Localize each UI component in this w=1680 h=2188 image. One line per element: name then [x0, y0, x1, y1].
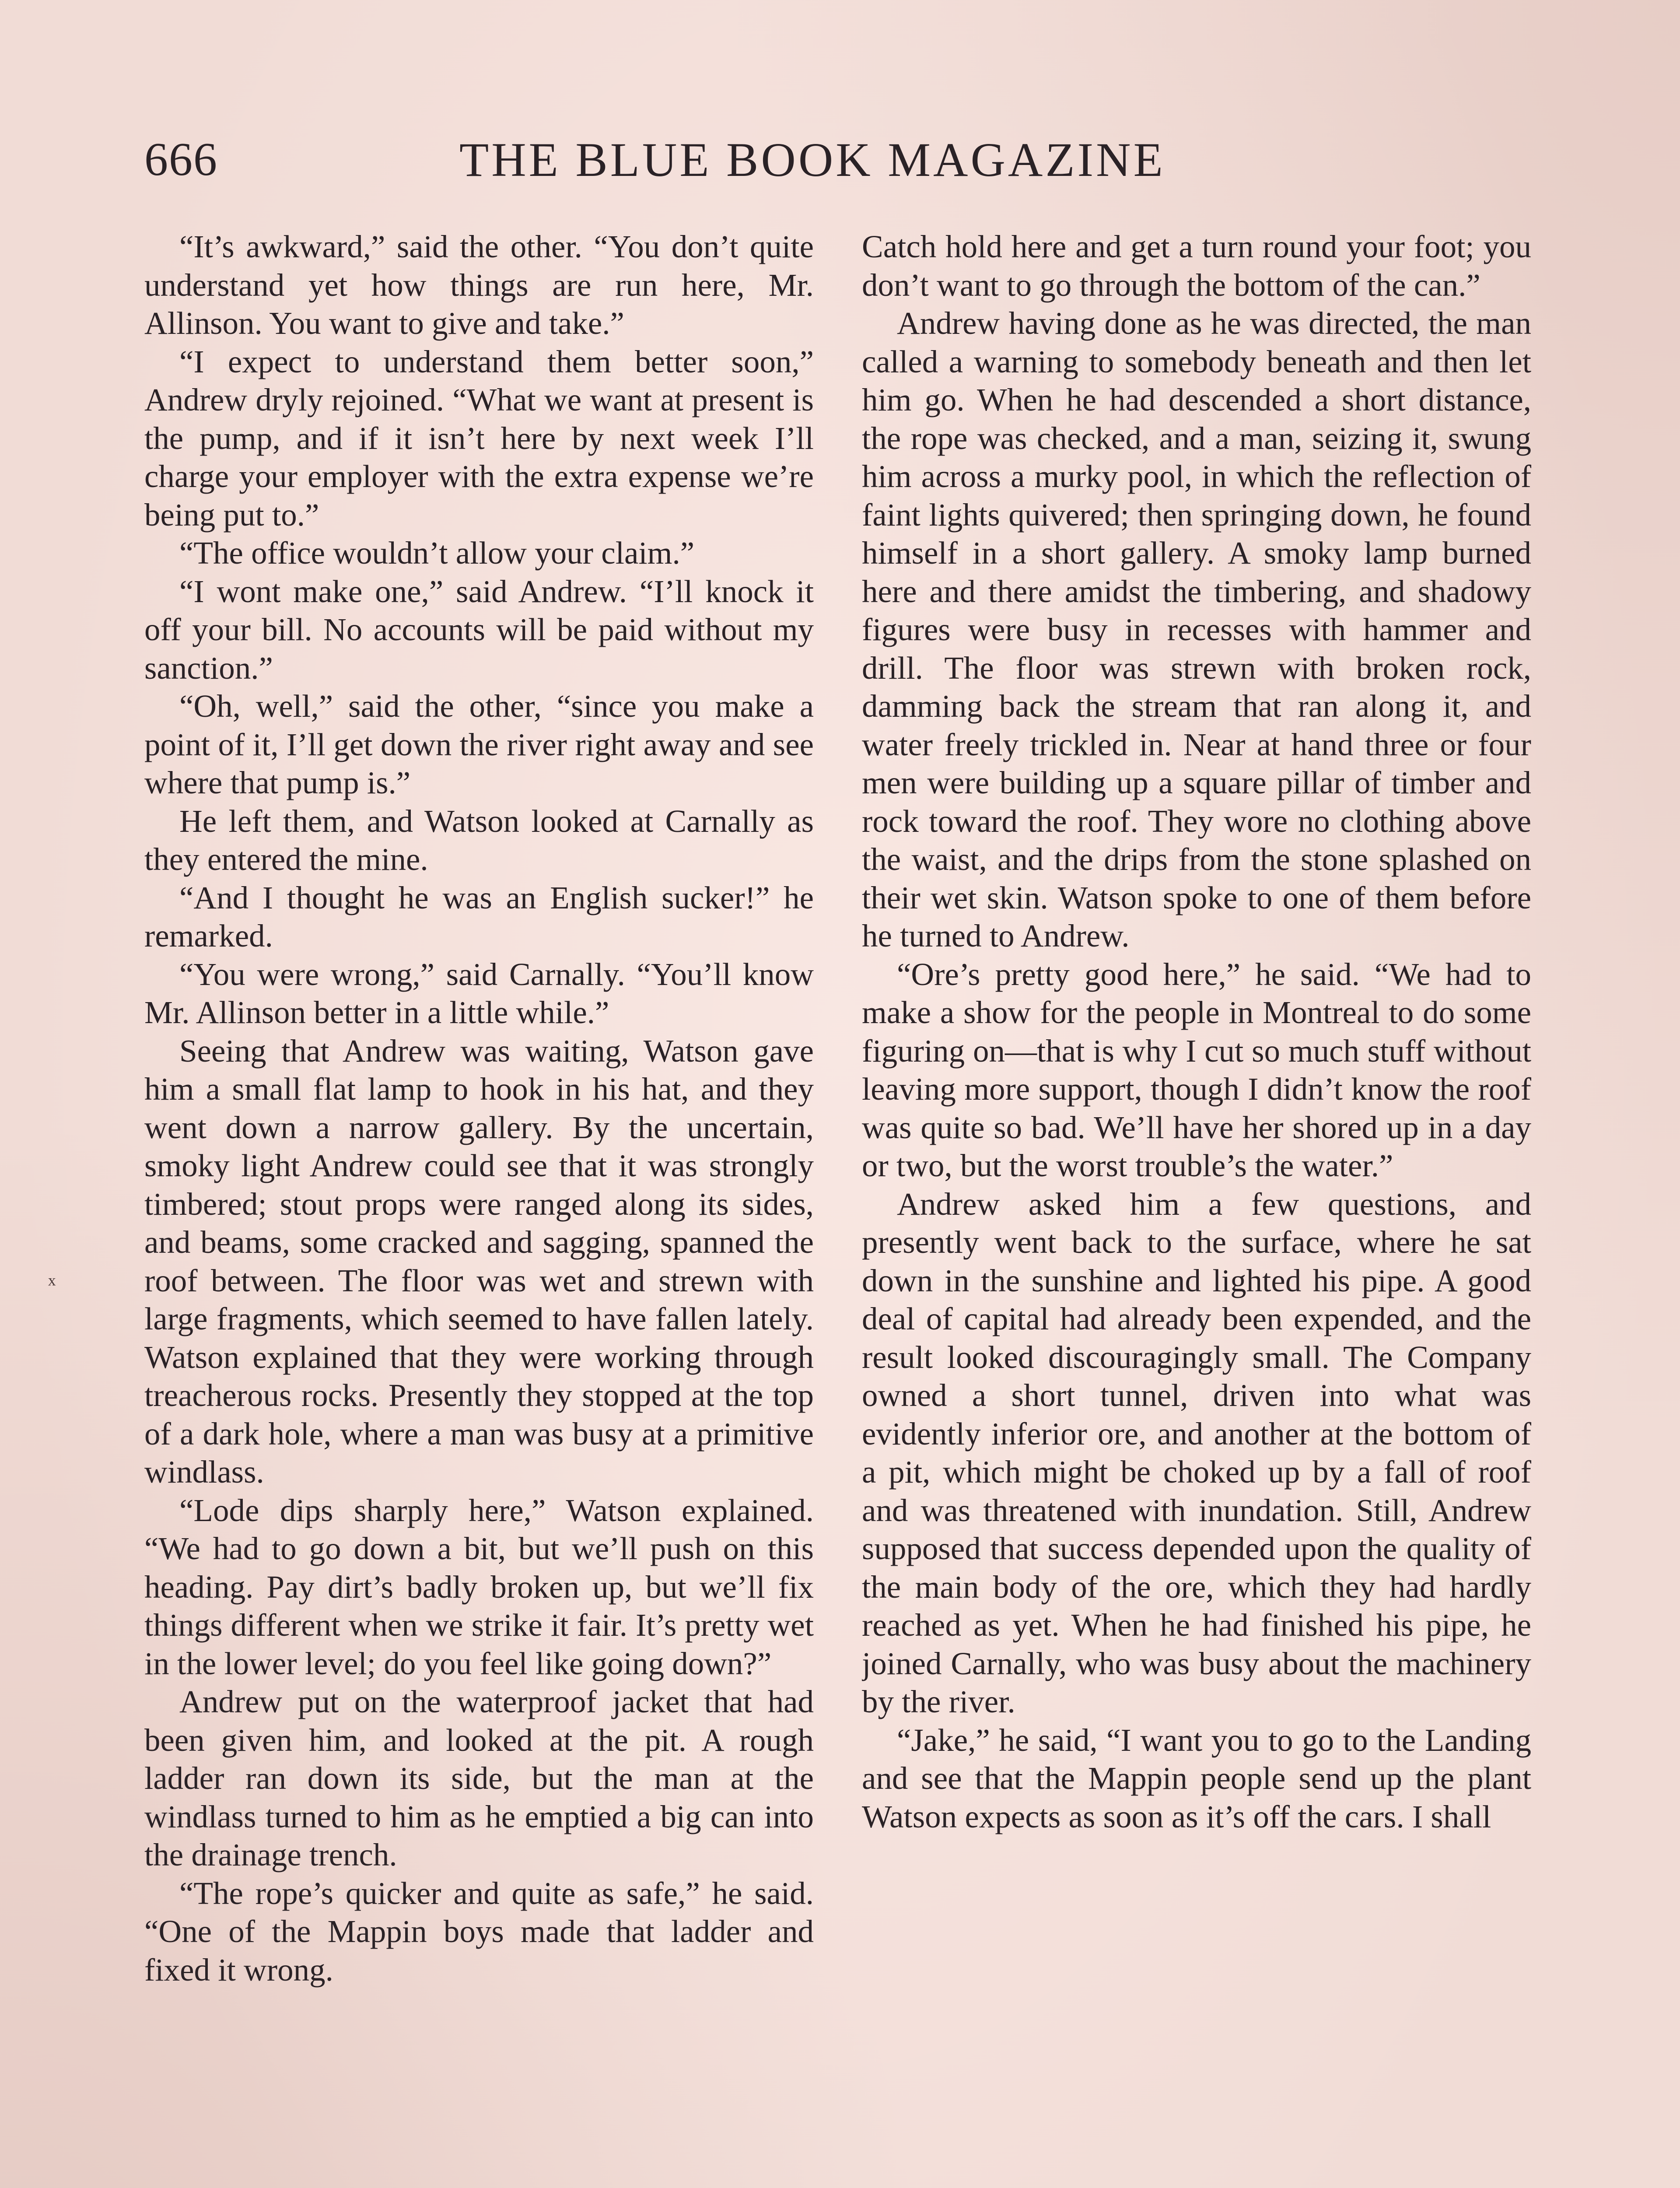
paragraph: “Jake,” he said, “I want you to go to the Landing and see that the Mappin people send up the plant Watson expects as soon as it’s off the cars. I shall	[862, 1722, 1531, 1834]
right-column	[862, 228, 1531, 2188]
paragraph: Andrew asked him a few questions, and presently went back to the surface, where he sat down in the sunshine and lighted his pipe. A good deal of capital had already been expended, and the result looked discouragingly small. The Company owned a short tunnel, driven into what was evidently inferior ore, and another at the bottom of a pit, which might be choked up by a fall of roof and was threatened with inundation. Still, Andrew supposed that success depended upon the quality of the main body of the ore, which they had hardly reached as yet. When he had finished his pipe, he joined Carnally, who was busy about the machinery by the river.	[862, 1186, 1531, 1719]
paragraph: “I wont make one,” said Andrew. “I’ll knock it off your bill. No accounts will be paid without my sanction.”	[144, 573, 814, 686]
paragraph: Seeing that Andrew was waiting, Watson gave him a small flat lamp to hook in his hat, and they went down a narrow gallery. By the uncertain, smoky light Andrew could see that it was strongly timbered; stout props were ranged along its sides, and beams, some cracked and sagging, spanned the roof between. The floor was wet and strewn with large fragments, which seemed to have fallen lately. Watson explained that they were working through treacherous rocks. Presently they stopped at the top of a dark hole, where a man was busy at a primitive windlass.	[144, 1033, 814, 1490]
paragraph-continued: Catch hold here and get a turn round your foot; you don’t want to go through the bottom of the can.”	[862, 229, 1531, 303]
paragraph: Andrew put on the waterproof jacket that had been given him, and looked at the pit. A rough ladder ran down its side, but the man at the windlass turned to him as he emptied a big can into the drainage trench.	[144, 1684, 814, 1872]
paragraph: “It’s awkward,” said the other. “You don’t quite understand yet how things are run here, Mr. Allinson. You want to give and take.”	[144, 229, 814, 341]
stray-print-mark: ˣ	[48, 1269, 56, 1298]
paragraph: “Lode dips sharply here,” Watson explained. “We had to go down a bit, but we’ll push on this heading. Pay dirt’s badly broken up, but we’ll fix things different when we strike it fair. It’s pretty wet in the lower level; do you feel like going down?”	[144, 1492, 814, 1681]
paragraph: “I expect to understand them better soon,” Andrew dryly rejoined. “What we want at present is the pump, and if it isn’t here by next week I’ll charge your employer with the extra expense we’re being put to.”	[144, 344, 814, 533]
paragraph: “You were wrong,” said Carnally. “You’ll know Mr. Allinson better in a little while.”	[144, 956, 814, 1030]
paragraph: He left them, and Watson looked at Carnally as they entered the mine.	[144, 803, 814, 877]
paragraph: “The office wouldn’t allow your claim.”	[179, 535, 695, 571]
paragraph: “And I thought he was an English sucker!” he remarked.	[144, 880, 814, 954]
paragraph: “Oh, well,” said the other, “since you make a point of it, I’ll get down the river right away and see where that pump is.”	[144, 688, 814, 800]
paragraph: Andrew having done as he was directed, the man called a warning to somebody beneath and then let him go. When he had descended a short distance, the rope was checked, and a man, seizing it, swung him across a murky pool, in which the reflection of faint lights quivered; then springing down, he found himself in a short gallery. A smoky lamp burned here and there amidst the timbering, and shadowy figures were busy in recesses with hammer and drill. The floor was strewn with broken rock, damming back the stream that ran along it, and water freely trickled in. Near at hand three or four men were building up a square pillar of timber and rock toward the roof. They wore no clothing above the waist, and the drips from the stone splashed on their wet skin. Watson spoke to one of them before he turned to Andrew.	[862, 305, 1531, 954]
running-title: THE BLUE BOOK MAGAZINE	[459, 133, 1166, 186]
page-header	[144, 127, 1536, 193]
paragraph: “The rope’s quicker and quite as safe,” he said. “One of the Mappin boys made that ladder and fixed it wrong.	[144, 1875, 814, 1988]
left-column	[144, 228, 814, 2188]
paragraph: “Ore’s pretty good here,” he said. “We had to make a show for the people in Montreal to do some figuring on—that is why I cut so much stuff without leaving more support, though I didn’t know the roof was quite so bad. We’ll have her shored up in a day or two, but the worst trouble’s the water.”	[862, 956, 1531, 1183]
page-number: 666	[144, 133, 218, 186]
